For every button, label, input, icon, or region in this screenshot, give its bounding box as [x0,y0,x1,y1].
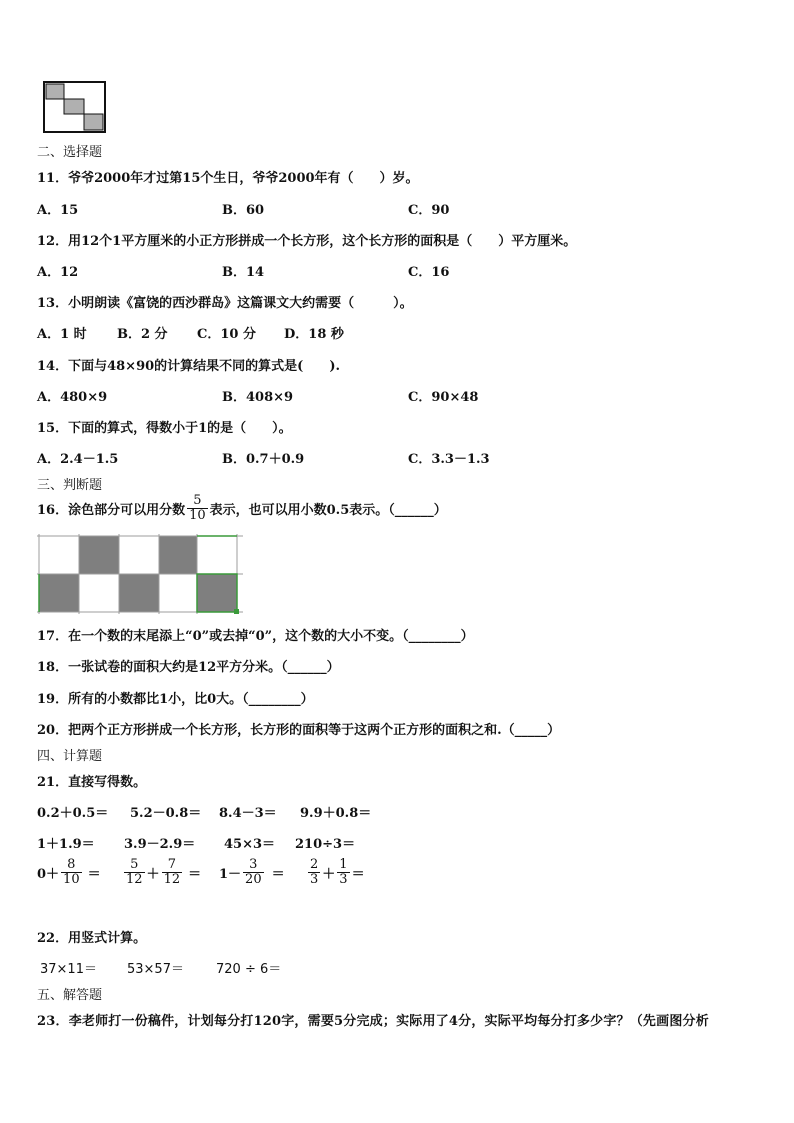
calc-row1-item3: 8.4－3＝ [219,806,277,821]
q15-option-c[interactable]: C．3.3－1.3 [408,452,490,467]
calc-r3i1-denominator: 10 [63,872,80,887]
calc-r3i3-denominator: 20 [245,872,262,887]
q16-text-before: 16．涂色部分可以用分数 [37,503,186,518]
question-22-title: 22．用竖式计算。 [37,931,147,946]
q16-fraction-numerator: 5 [193,493,202,508]
question-20: 20．把两个正方形拼成一个长方形，长方形的面积等于这两个正方形的面积之和.（_____） [37,723,561,738]
question-14: 14．下面与48×90的计算结果不同的算式是( ). [37,359,340,374]
calc-row2-item3: 45×3＝ [224,837,276,852]
staircase-figure [43,81,107,135]
question-13: 13．小明朗读《富饶的西沙群岛》这篇课文大约需要（ ）。 [37,296,413,311]
vertical-calc-1: 37×11＝ [40,962,97,977]
calc-r3i1-fraction [61,858,82,887]
q11-option-a[interactable]: A．15 [37,203,79,218]
calc-r3i2-equals: ＝ [188,867,202,882]
calc-row1-item1: 0.2＋0.5＝ [37,806,109,821]
figure-square-1 [46,84,64,99]
q13-option-b[interactable]: B．2 分 [117,327,168,342]
q16-fraction [187,494,208,523]
calc-r3i4-fraction-2 [337,858,349,887]
q11-option-c[interactable]: C．90 [408,203,450,218]
calc-row3-item4 [306,858,365,887]
calc-r3i2-operator: ＋ [146,867,160,882]
q16-fraction-denominator: 10 [189,508,206,523]
grid-cell-r1c4 [159,536,197,574]
calc-r3i1-prefix: 0＋ [37,867,60,882]
q13-option-a[interactable]: A．1 时 [37,327,87,342]
section-solve-title: 五、解答题 [37,988,103,1003]
calc-r3i2-numerator-1: 5 [130,857,139,872]
grid-cell-r1c1 [39,536,79,574]
calc-r3i2-numerator-2: 7 [167,857,176,872]
q11-option-b[interactable]: B．60 [222,203,265,218]
calc-row2-item2: 3.9－2.9＝ [124,837,196,852]
section-choice-title: 二、选择题 [37,145,103,160]
q13-option-c[interactable]: C．10 分 [197,327,256,342]
calc-r3i3-numerator: 3 [249,857,258,872]
calc-row3-item1 [37,858,101,887]
grid-cell-r2c1 [39,574,79,612]
shaded-grid-figure [37,534,245,614]
calc-r3i3-prefix: 1－ [219,867,242,882]
calc-r3i3-fraction [243,858,264,887]
grid-cell-r2c4 [159,574,197,612]
vertical-calc-3: 720 ÷ 6＝ [216,962,282,977]
q15-option-b[interactable]: B．0.7＋0.9 [222,452,305,467]
q12-option-c[interactable]: C．16 [408,265,450,280]
q14-option-a[interactable]: A．480×9 [37,390,108,405]
q15-option-a[interactable]: A．2.4－1.5 [37,452,119,467]
calc-r3i1-equals: ＝ [87,867,101,882]
grid-cell-r1c3 [119,536,159,574]
calc-row1-item4: 9.9＋0.8＝ [300,806,372,821]
calc-r3i4-denominator-1: 3 [310,872,319,887]
figure-square-2 [64,99,84,114]
q14-option-b[interactable]: B．408×9 [222,390,294,405]
question-17: 17．在一个数的末尾添上“0”或去掉“0”，这个数的大小不变。（________） [37,629,474,644]
calc-r3i2-denominator-1: 12 [126,872,143,887]
section-judge-title: 三、判断题 [37,478,103,493]
q16-text-after: 表示，也可以用小数0.5表示。（______） [209,503,447,518]
question-15: 15．下面的算式，得数小于1的是（ ）。 [37,421,292,436]
calc-r3i2-fraction-2 [162,858,183,887]
question-12: 12．用12个1平方厘米的小正方形拼成一个长方形，这个长方形的面积是（ ）平方厘米。 [37,234,577,249]
calc-row3-item3 [219,858,285,887]
calc-r3i2-fraction-1 [124,858,145,887]
question-21-title: 21．直接写得数。 [37,775,147,790]
q14-option-c[interactable]: C．90×48 [408,390,479,405]
calc-r3i2-denominator-2: 12 [163,872,181,887]
calc-row3-item2 [122,858,201,887]
question-18: 18．一张试卷的面积大约是12平方分米。（______） [37,660,340,675]
figure-square-3 [84,114,103,130]
grid-cell-r1c5 [197,536,237,574]
calc-row2-item4: 210÷3＝ [295,837,356,852]
calc-r3i4-operator: ＋ [322,867,336,882]
q12-option-b[interactable]: B．14 [222,265,265,280]
q13-option-d[interactable]: D．18 秒 [284,327,344,342]
question-11: 11．爷爷2000年才过第15个生日，爷爷2000年有（ ）岁。 [37,171,419,186]
grid-cell-r1c2 [79,536,119,574]
calc-r3i4-denominator-2: 3 [339,872,348,887]
question-23: 23．李老师打一份稿件，计划每分打120字，需要5分完成；实际用了4分，实际平均每分打多少字？（先画图分析 [37,1014,709,1029]
grid-cell-r2c5 [197,574,237,612]
question-16 [37,494,447,523]
calc-r3i4-numerator-1: 2 [310,857,319,872]
section-calc-title: 四、计算题 [37,749,103,764]
calc-r3i4-equals: ＝ [351,867,365,882]
calc-r3i3-equals: ＝ [271,867,285,882]
q12-option-a[interactable]: A．12 [37,265,79,280]
calc-r3i1-numerator: 8 [67,857,76,872]
grid-cell-r2c3 [119,574,159,612]
question-19: 19．所有的小数都比1小，比0大。（________） [37,692,314,707]
calc-r3i4-fraction-1 [308,858,320,887]
calc-row1-item2: 5.2－0.8＝ [130,806,202,821]
calc-row2-item1: 1＋1.9＝ [37,837,95,852]
grid-cell-r2c2 [79,574,119,612]
vertical-calc-2: 53×57＝ [127,962,184,977]
calc-r3i4-numerator-2: 1 [339,857,348,872]
